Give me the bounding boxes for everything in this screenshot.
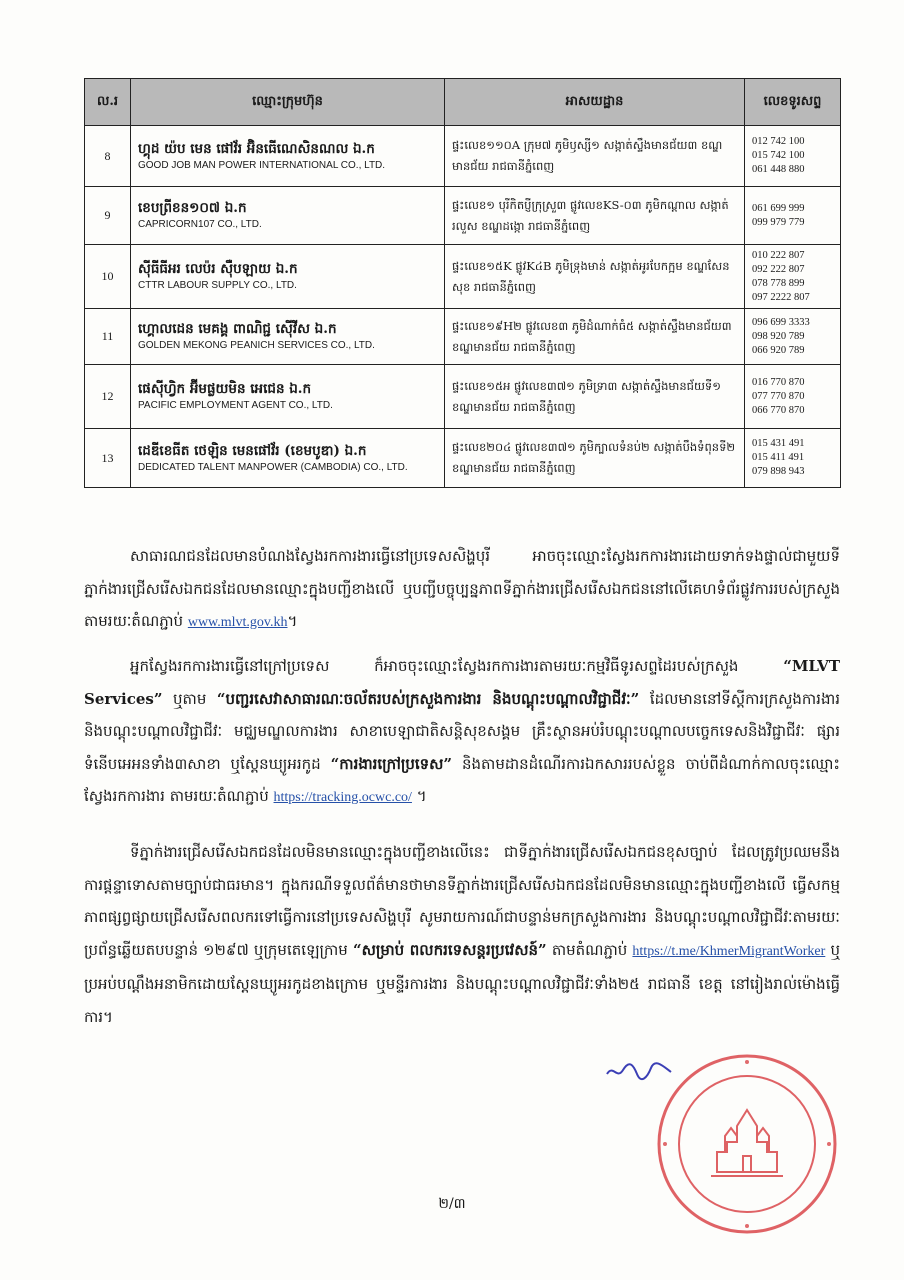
paragraph-text: តាមតំណភ្ជាប់ <box>546 940 633 959</box>
company-phones <box>745 309 841 365</box>
paragraph-text: សាធារណជនដែលមានបំណងស្វែងរកការងារធ្វើនៅប្រទេសសិង្ហបុរី អាចចុះឈ្មោះស្វែងរកការងារដោយទាក់ទងផ្ទាល់ជាមួយទីភ្នាក់ងារជ្រើសរើសឯកជនដែលមានឈ្មោះក្នុងបញ្ជីខាងលើ ឬបញ្ជីបច្ចុប្បន្នភាពទីភ្នាក់ងារជ្រើសរើសឯកជននៅលើគេហទំព័រផ្លូវការរបស់ក្រសួងតាមរយៈតំណភ្ជាប់ <box>84 547 840 630</box>
phone-number: 061 699 999 <box>752 202 805 214</box>
company-address: ផ្ទះលេខ២០៤ ផ្លូវលេខ៣៧១ ភូមិក្បាលទំនប់២ សង្កាត់បឹងទំពុនទី២ ខណ្ឌមានជ័យ រាជធានីភ្នំពេញ <box>445 429 745 488</box>
company-name-khmer: ហ្គុដ យ៉ប មេន ផៅវ័រ អ៊ិនធើណេសិនណល ឯ.ក <box>138 140 375 157</box>
phone-number: 016 770 870 <box>752 376 805 388</box>
phone-number: 079 898 943 <box>752 466 805 477</box>
header-company-name: ឈ្មោះក្រុមហ៊ុន <box>131 79 445 126</box>
phone-number: 066 770 870 <box>752 404 805 416</box>
paragraph-text: ដែលមាននៅទីស្តីការក្រសួងការងារ និងបណ្តុះបណ្តាលវិជ្ជាជីវៈ មជ្ឈមណ្ឌលការងារ សាខាបេឡាជាតិសន្តិសុខសង្គម គ្រឹះស្ថានអប់រំបណ្តុះបណ្តាលបច្ចេកទេសនិងវិជ្ជាជីវៈ ផ្សារទំនើបអេអនទាំង៣សាខា ឬស្តែនឃ្យូអរកូដ <box>84 689 840 773</box>
row-number: 13 <box>85 429 131 488</box>
phone-number: 098 920 789 <box>752 330 805 342</box>
phone-number: 015 411 491 <box>752 452 805 463</box>
service-counter-name: “បញ្ជរសេវាសាធារណៈចល័តរបស់ក្រសួងការងារ និងបណ្តុះបណ្តាលវិជ្ជាជីវៈ” <box>216 689 640 708</box>
telegram-group-name: “សម្រាប់ ពលករទេសន្តរប្រវេសន៍” <box>352 940 547 959</box>
company-phones <box>745 187 841 245</box>
company-phones <box>745 429 841 488</box>
company-address: ផ្ទះលេខ១១០A ក្រុម៧ ភូមិឫស្សី១ សង្កាត់ស្ទឹងមានជ័យ៣ ខណ្ឌមានជ័យ រាជធានីភ្នំពេញ <box>445 126 745 187</box>
table-row <box>85 187 841 245</box>
paragraph-text: ឬតាម <box>162 689 217 708</box>
paragraph-text: ទីភ្នាក់ងារជ្រើសរើសឯកជនដែលមិនមានឈ្មោះក្នុងបញ្ជីខាងលើនេះ ជាទីភ្នាក់ងារជ្រើសរើសឯកជនខុសច្បាប់ ដែលត្រូវប្រឈមនឹងការផ្តន្ទាទោសតាមច្បាប់ជាធរមាន។ ក្នុងករណីទទួលព័ត៌មានថាមានទីភ្នាក់ងារជ្រើសរើសឯកជនដែលមិនមានឈ្មោះក្នុងបញ្ជីខាងលើ ធ្វើសកម្មភាពផ្សព្វផ្សាយជ្រើសរើសពលករទៅធ្វើការនៅប្រទេសសិង្ហបុរី សូមរាយការណ៍ជាបន្ទាន់មកក្រសួងការងារ និងបណ្តុះបណ្តាលវិជ្ជាជីវៈតាមរយៈប្រព័ន្ធឆ្លើយតបបន្ទាន់ ១២៩៧ ឬក្រុមតេឡេក្រាម <box>84 843 840 959</box>
phone-number: 078 778 899 <box>752 277 805 289</box>
phone-number: 066 920 789 <box>752 344 805 356</box>
mlvt-website-link[interactable]: www.mlvt.gov.kh <box>187 615 288 630</box>
company-name-english: CTTR LABOUR SUPPLY CO., LTD. <box>138 280 297 291</box>
table-row <box>85 429 841 488</box>
company-name-cell <box>131 187 445 245</box>
company-name-cell <box>131 309 445 365</box>
header-no: ល.រ <box>85 79 131 126</box>
company-name-cell <box>131 429 445 488</box>
company-name-cell <box>131 365 445 429</box>
paragraph-text: ។ <box>411 787 427 805</box>
tracking-link[interactable]: https://tracking.ocwc.co/ <box>273 790 412 805</box>
table-row <box>85 126 841 187</box>
agency-table <box>84 78 841 488</box>
company-name-cell <box>131 126 445 187</box>
phone-number: 061 448 880 <box>752 164 805 175</box>
phone-number: 097 2222 807 <box>752 291 810 303</box>
qr-code-name: “ការងារក្រៅប្រទេស” <box>330 754 453 773</box>
company-name-khmer: ផេស៊ីហ្វិក អ៊ីមផ្លយមិន អេជេន ឯ.ក <box>138 381 312 397</box>
table-row <box>85 309 841 365</box>
company-name-english: GOOD JOB MAN POWER INTERNATIONAL CO., LTD. <box>138 159 386 171</box>
phone-number: 092 222 807 <box>752 263 805 275</box>
paragraph-text: ឬប្រអប់បណ្តឹងអនាមិកដោយស្តែនឃ្យូអរកូដខាងក្រោម ឬមន្ទីរការងារ និងបណ្តុះបណ្តាលវិជ្ជាជីវៈទាំង២៥ រាជធានី ខេត្ត នៅរៀងរាល់ម៉ោងធ្វើការ។ <box>84 940 840 1026</box>
page-number: ២/៣ <box>438 1196 466 1212</box>
phone-number: 015 742 100 <box>752 150 805 161</box>
paragraph-mobile-app <box>84 650 840 815</box>
table-row <box>85 365 841 429</box>
phone-number: 096 699 3333 <box>752 316 810 328</box>
company-name-cell <box>131 245 445 309</box>
company-name-khmer: ស៊ីធីធីអរ លេប៉រ ស៊ឺបឡាយ ឯ.ក <box>138 261 298 277</box>
row-number: 10 <box>85 245 131 309</box>
table-row <box>85 245 841 309</box>
company-address: ផ្ទះលេខ១៥អ ផ្លូវលេខ៣៧១ ភូមិទ្រា៣ សង្កាត់ស្ទឹងមានជ័យទី១ ខណ្ឌមានជ័យ រាជធានីភ្នំពេញ <box>445 365 745 429</box>
company-name-english: CAPRICORN107 CO., LTD. <box>138 219 262 230</box>
phone-number: 077 770 870 <box>752 390 805 402</box>
company-phones <box>745 245 841 309</box>
paragraph-illegal-agencies <box>84 836 840 1033</box>
company-name-english: GOLDEN MEKONG PEANICH SERVICES CO., LTD. <box>138 340 375 351</box>
company-name-khmer: ខេបព្រីខន១០៧ ឯ.ក <box>138 200 247 216</box>
phone-number: 015 431 491 <box>752 438 805 449</box>
phone-number: 099 979 779 <box>752 216 805 228</box>
company-address: ផ្ទះលេខ១៥K ផ្លូវK៤B ភូមិទ្រុងមាន់ សង្កាត់អូរបែកក្អម ខណ្ឌសែនសុខ រាជធានីភ្នំពេញ <box>445 245 745 309</box>
phone-number: 010 222 807 <box>752 249 805 261</box>
phone-number: 012 742 100 <box>752 136 805 147</box>
row-number: 11 <box>85 309 131 365</box>
paragraph-text: ។ <box>287 612 298 630</box>
paragraph-text: និងតាមដានដំណើរការឯកសាររបស់ខ្លួន ចាប់ពីដំណាក់កាលចុះឈ្មោះស្វែងរកការងារ តាមរយៈតំណភ្ជាប់ <box>84 754 840 805</box>
company-phones <box>745 365 841 429</box>
paragraph-registration <box>84 540 840 640</box>
company-phones <box>745 126 841 187</box>
company-address: ផ្ទះលេខ១ បុរីកិតប្ញីក្រុស្រួ៣ ផ្លូវលេខKS-០៣ ភូមិកណ្ដាល សង្កាត់រលួស ខណ្ឌដង្កោ រាជធានីភ្នំពេញ <box>445 187 745 245</box>
company-name-khmer: ដេឌីខេធីត ថេឡិន មេនផៅវ័រ (ខេមបូឌា) ឯ.ក <box>138 442 367 459</box>
company-name-english: PACIFIC EMPLOYMENT AGENT CO., LTD. <box>138 400 333 411</box>
app-name: “MLVT Services” <box>84 657 840 708</box>
telegram-link[interactable]: https://t.me/KhmerMigrantWorker <box>632 943 826 959</box>
header-address: អាសយដ្ឋាន <box>445 79 745 126</box>
row-number: 9 <box>85 187 131 245</box>
header-phone: លេខទូរសព្ទ <box>745 79 841 126</box>
company-name-khmer: ហ្គោលដេន មេគង្គ ពាណិជ្ជ ស៊ើវីស ឯ.ក <box>138 321 337 337</box>
paragraph-text: អ្នកស្វែងរកការងារធ្វើនៅក្រៅប្រទេស ក៏អាចចុះឈ្មោះស្វែងរកការងារតាមរយៈកម្មវិធីទូរសព្ទដៃរបស់ក្រសួង <box>130 657 784 675</box>
company-address: ផ្ទះលេខ១៩H២ ផ្លូវលេខ៣ ភូមិដំណាក់ធំ៥ សង្កាត់ស្ទឹងមានជ័យ៣ ខណ្ឌមានជ័យ រាជធានីភ្នំពេញ <box>445 309 745 365</box>
table-header-row <box>85 79 841 126</box>
row-number: 12 <box>85 365 131 429</box>
company-name-english: DEDICATED TALENT MANPOWER (CAMBODIA) CO., LTD. <box>138 461 408 473</box>
row-number: 8 <box>85 126 131 187</box>
